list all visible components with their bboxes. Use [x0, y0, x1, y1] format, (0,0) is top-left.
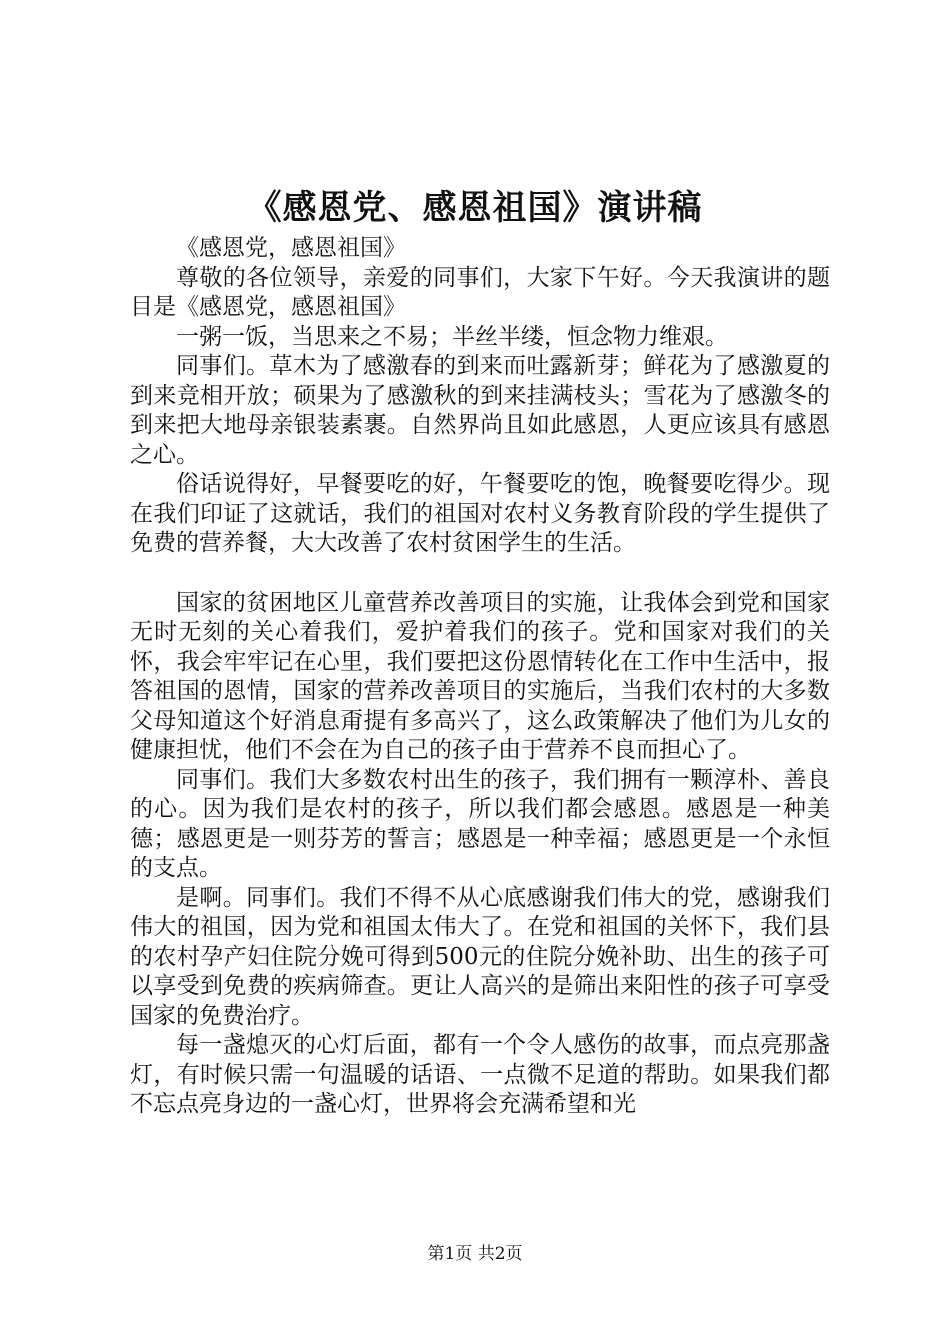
- paragraph-thanks: 是啊。同事们。我们不得不从心底感谢我们伟大的党，感谢我们伟大的祖国，因为党和祖国太伟大了。在党和祖国的关怀下，我们县的农村孕产妇住院分娩可得到500元的住院分娩补助、出生的孩子可以享受到免费的疾病筛查。更让人高兴的是筛出来阳性的孩子可享受国家的免费治疗。: [130, 884, 830, 1029]
- paragraph-nutrition: 国家的贫困地区儿童营养改善项目的实施，让我体会到党和国家无时无刻的关心着我们，爱护着我们的孩子。党和国家对我们的关怀，我会牢牢记在心里，我们要把这份恩情转化在工作中生活中，报答祖国的恩情，国家的营养改善项目的实施后，当我们农村的大多数父母知道这个好消息甭提有多高兴了，这么政策解决了他们为儿女的健康担忧，他们不会在为自己的孩子由于营养不良而担心了。: [130, 589, 830, 763]
- paragraph-heart-lamp: 每一盏熄灭的心灯后面，都有一个令人感伤的故事，而点亮那盏灯，有时候只需一句温暖的话语、一点微不足道的帮助。如果我们都不忘点亮身边的一盏心灯，世界将会充满希望和光: [130, 1032, 830, 1117]
- paragraph-greeting: 尊敬的各位领导，亲爱的同事们，大家下午好。今天我演讲的题目是《感恩党，感恩祖国》: [130, 264, 830, 320]
- document-body: [130, 234, 830, 1120]
- paragraph-meals: 俗话说得好，早餐要吃的好，午餐要吃的饱，晚餐要吃得少。现在我们印证了这就话，我们的祖国对农村义务教育阶段的学生提供了免费的营养餐，大大改善了农村贫困学生的生活。: [130, 471, 830, 556]
- paragraph-subtitle: 《感恩党，感恩祖国》: [176, 235, 406, 261]
- paragraph-nature: 同事们。草木为了感激春的到来而吐露新芽；鲜花为了感激夏的到来竞相开放；硕果为了感激秋的到来挂满枝头；雪花为了感激冬的到来把大地母亲银装素裹。自然界尚且如此感恩，人更应该具有感恩之心。: [130, 353, 830, 468]
- paragraph-proverb: 一粥一饭，当思来之不易；半丝半缕，恒念物力维艰。: [176, 323, 728, 350]
- paragraph-gratitude: 同事们。我们大多数农村出生的孩子，我们拥有一颗淳朴、善良的心。因为我们是农村的孩子，所以我们都会感恩。感恩是一种美德；感恩更是一则芬芳的誓言；感恩是一种幸福；感恩更是一个永恒的支点。: [130, 766, 830, 881]
- document-title: 《感恩党、感恩祖国》演讲稿: [247, 188, 703, 228]
- page-footer: 第1页 共2页: [427, 1244, 523, 1264]
